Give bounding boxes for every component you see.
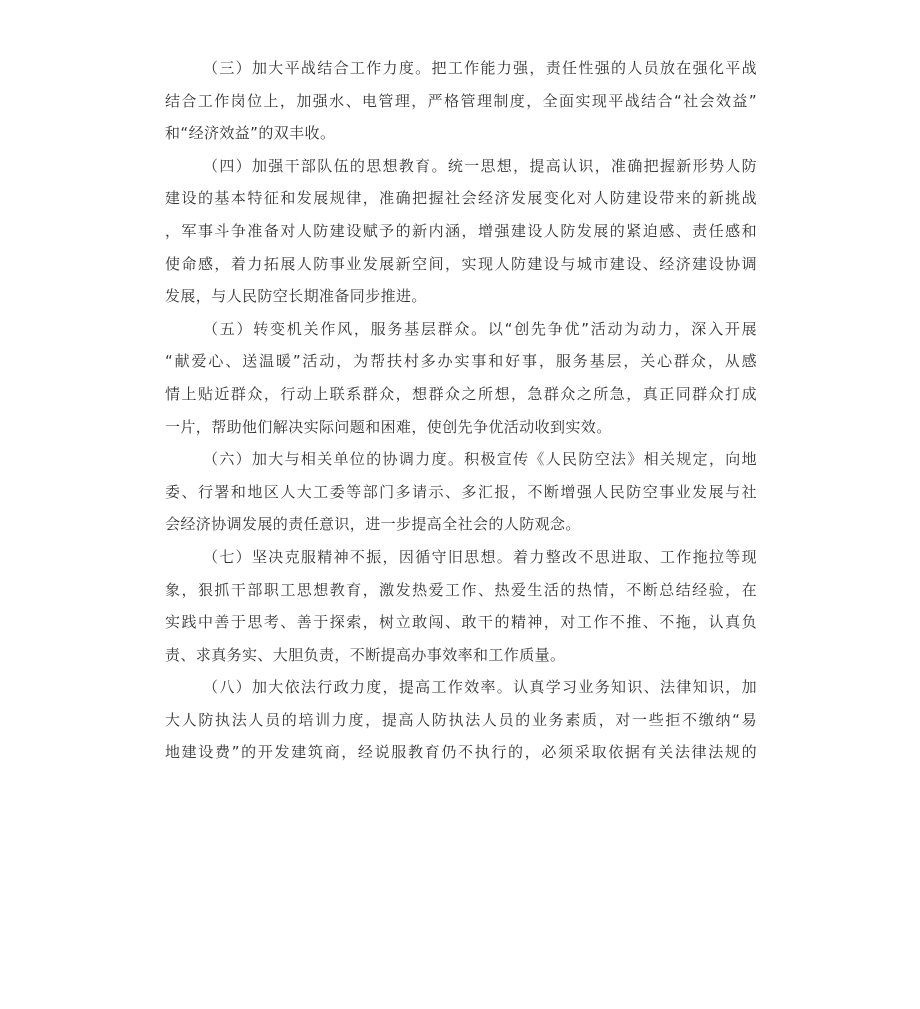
paragraph	[165, 541, 757, 671]
text-line: 结合工作岗位上，加强水、电管理，严格管理制度，全面实现平战结合“社会效益”	[165, 91, 757, 110]
paragraph	[165, 671, 757, 769]
text-line: 和“经济效益”的双丰收。	[165, 124, 336, 143]
text-line: 使命感，着力拓展人防事业发展新空间，实现人防建设与城市建设、经济建设协调	[165, 254, 757, 273]
text-line: 会经济协调发展的责任意识，进一步提高全社会的人防观念。	[165, 515, 581, 534]
paragraph	[165, 52, 757, 150]
text-line: （六）加大与相关单位的协调力度。积极宣传《人民防空法》相关规定，向地	[203, 450, 757, 469]
text-line: 象，狠抓干部职工思想教育，激发热爱工作、热爱生活的热情，不断总结经验，在	[165, 580, 757, 599]
paragraph	[165, 313, 757, 443]
text-line: （五）转变机关作风，服务基层群众。以“创先争优”活动为动力，深入开展	[203, 319, 757, 338]
text-line: 情上贴近群众，行动上联系群众，想群众之所想，急群众之所急，真正同群众打成	[165, 384, 757, 403]
text-line: 委、行署和地区人大工委等部门多请示、多汇报，不断增强人民防空事业发展与社	[165, 482, 757, 501]
paragraph	[165, 443, 757, 541]
text-line: 地建设费”的开发建筑商，经说服教育仍不执行的，必须采取依据有关法律法规的	[165, 743, 757, 762]
text-line: （七）坚决克服精神不振，因循守旧思想。着力整改不思进取、工作拖拉等现	[203, 547, 757, 566]
text-line: 发展，与人民防空长期准备同步推进。	[165, 287, 427, 306]
text-line: 建设的基本特征和发展规律，准确把握社会经济发展变化对人防建设带来的新挑战	[165, 189, 757, 208]
document-page	[165, 52, 757, 769]
text-line: （八）加大依法行政力度，提高工作效率。认真学习业务知识、法律知识，加	[203, 678, 757, 697]
text-line: （三）加大平战结合工作力度。把工作能力强，责任性强的人员放在强化平战	[203, 59, 757, 77]
text-line: 一片，帮助他们解决实际问题和困难，使创先争优活动收到实效。	[165, 417, 612, 436]
text-line: 责、求真务实、大胆负责，不断提高办事效率和工作质量。	[165, 645, 566, 664]
text-line: ，军事斗争准备对人防建设赋予的新内涵，增强建设人防发展的紧迫感、责任感和	[165, 221, 757, 240]
paragraph	[165, 150, 757, 313]
text-line: “献爱心、送温暖”活动，为帮扶村多办实事和好事，服务基层，关心群众，从感	[165, 352, 757, 371]
text-line: 实践中善于思考、善于探索，树立敢闯、敢干的精神，对工作不推、不拖，认真负	[165, 613, 757, 632]
text-line: （四）加强干部队伍的思想教育。统一思想，提高认识，准确把握新形势人防	[203, 156, 757, 175]
text-line: 大人防执法人员的培训力度，提高人防执法人员的业务素质，对一些拒不缴纳“易	[165, 710, 757, 729]
